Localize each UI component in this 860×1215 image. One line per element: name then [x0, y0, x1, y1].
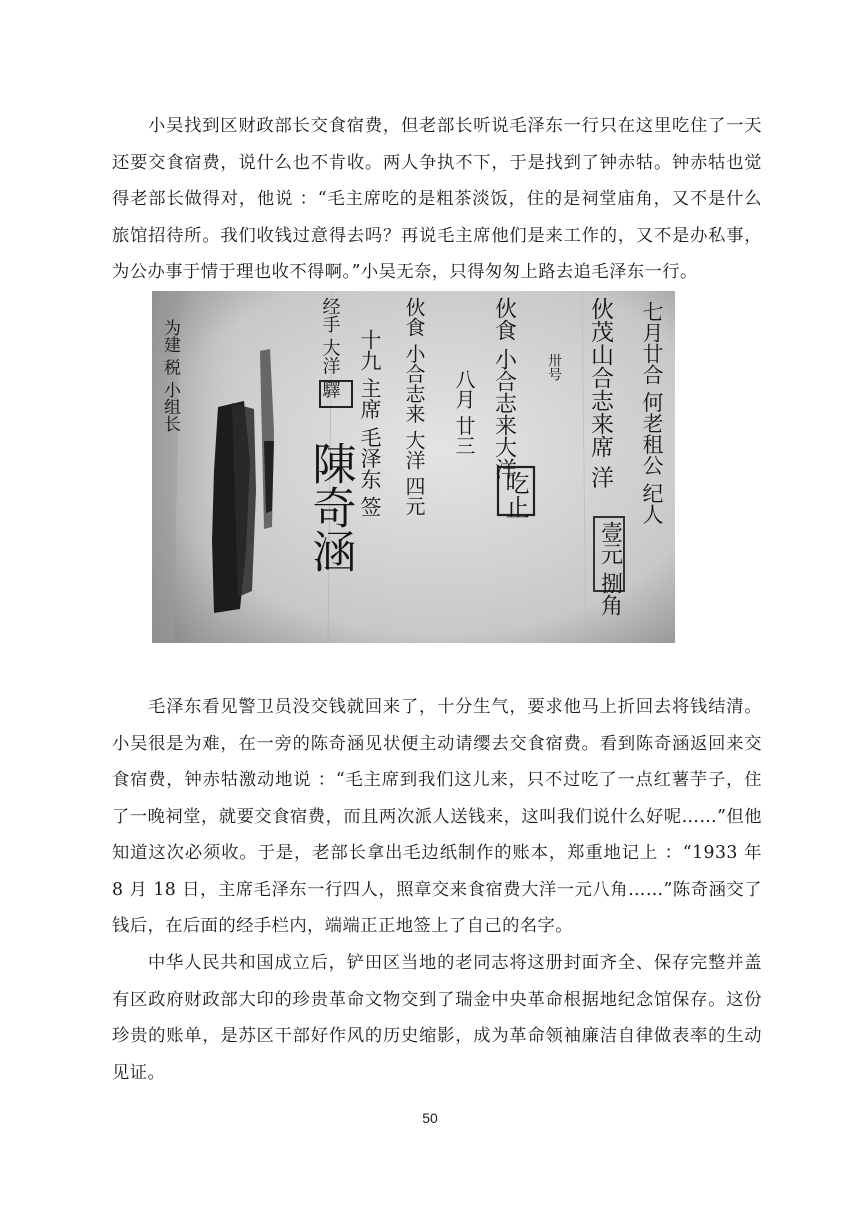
paragraph-2: 毛泽东看见警卫员没交钱就回来了，十分生气，要求他马上折回去将钱结清。小吴很是为难，在一旁的陈奇涵见状便主动请缨去交食宿费。看到陈奇涵返回来交食宿费，钟赤牯激动地说 ：“毛主席到我们这儿来，只不过吃了一点红薯芋子，住了一晚祠堂，就要交食宿费，而且两次派人送钱来，这叫我们说什么好呢……”但他知道这次必须收。于是，老部长拿出毛边纸制作的账本，郑重地记上 ：“1933 年 8 月 18 日，主席毛泽东一行四人，照章交来食宿费大洋一元八角……”陈奇涵交了钱后，在后面的经手栏内，端端正正地签上了自己的名字。: [112, 697, 762, 936]
svg-text:吃止: 吃止: [501, 471, 529, 519]
paragraph-3: 中华人民共和国成立后，铲田区当地的老同志将这册封面齐全、保存完整并盖有区政府财政部大印的珍贵革命文物交到了瑞金中央革命根据地纪念馆保存。这份珍贵的账单，是苏区干部好作风的历史缩影，成为革命领袖廉洁自律做表率的生动见证。: [112, 953, 762, 1083]
page-number: 50: [422, 1110, 438, 1126]
svg-text:为建 税 小组长: 为建 税 小组长: [160, 319, 180, 432]
svg-text:经手 大洋 驛: 经手 大洋 驛: [319, 297, 341, 399]
ledger-photo: [152, 291, 675, 643]
svg-text:伙食 小合志来大洋: 伙食 小合志来大洋: [491, 297, 517, 480]
svg-text:陳奇涵: 陳奇涵: [304, 441, 356, 573]
svg-text:伙食 小合志来 大洋 四元: 伙食 小合志来 大洋 四元: [402, 297, 426, 517]
svg-text:卅号: 卅号: [546, 353, 562, 381]
svg-text:七月廿合 何老租公 纪人: 七月廿合 何老租公 纪人: [640, 301, 664, 525]
svg-text:八月 廿三: 八月 廿三: [452, 369, 476, 456]
svg-text:伙茂山合志来席 洋: 伙茂山合志来席 洋: [587, 297, 613, 489]
paragraph-1: 小吴找到区财政部长交食宿费，但老部长听说毛泽东一行只在这里吃住了一天还要交食宿费，说什么也不肯收。两人争执不下，于是找到了钟赤牯。钟赤牯也觉得老部长做得对，他说 ：“毛主席吃的是粗茶淡饭，住的是祠堂庙角，又不是什么旅馆招待所。我们收钱过意得去吗？再说毛主席他们是来工作的，又不是办私事，为公办事于情于理也收不得啊。”小吴无奈，只得匆匆上路去追毛泽东一行。: [112, 116, 762, 282]
svg-text:壹元 捌角: 壹元 捌角: [597, 521, 623, 616]
svg-text:十九 主席 毛泽东 签: 十九 主席 毛泽东 签: [358, 329, 382, 518]
